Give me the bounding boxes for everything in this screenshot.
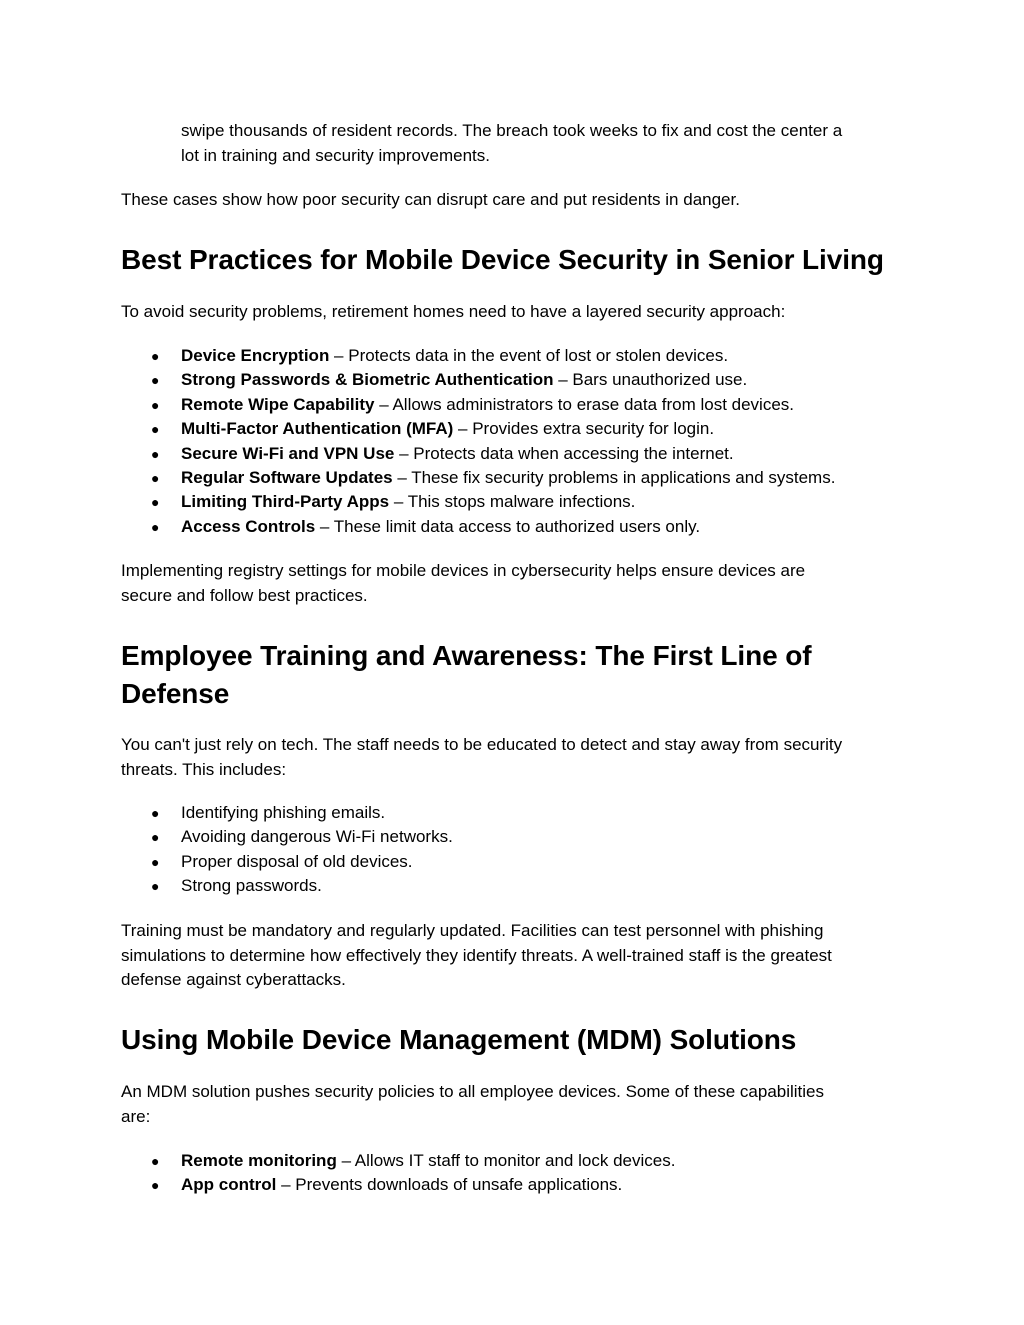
bullet-icon: ● (151, 372, 160, 389)
training-outro (121, 919, 832, 993)
intro-line-2: are: (121, 1106, 151, 1126)
list-item (121, 417, 911, 441)
list-item (121, 801, 911, 825)
heading-line-2: Defense (121, 678, 230, 709)
list-item-desc: – Allows administrators to erase data from lost devices. (374, 394, 795, 414)
bullet-icon: ● (151, 396, 160, 413)
list-item (121, 344, 911, 368)
bullet-icon: ● (151, 445, 160, 462)
intro-line-2: threats. This includes: (121, 759, 287, 779)
list-item-desc: – These fix security problems in applications and systems. (392, 468, 836, 488)
best-practices-outro (121, 559, 805, 608)
best-practices-heading: Best Practices for Mobile Device Security in Senior Living (121, 244, 884, 275)
list-item (121, 1149, 911, 1173)
bullet-icon: ● (151, 1177, 160, 1194)
list-item-text: Strong passwords. (181, 876, 322, 896)
summary-paragraph: These cases show how poor security can disrupt care and put residents in danger. (121, 190, 740, 209)
list-item-desc: – Provides extra security for login. (453, 419, 715, 439)
bullet-icon: ● (151, 421, 160, 438)
bullet-icon: ● (151, 494, 160, 511)
list-item-desc: – This stops malware infections. (389, 492, 636, 512)
list-item (121, 1173, 911, 1197)
list-item-term: Regular Software Updates (181, 468, 393, 488)
mdm-intro (121, 1080, 824, 1129)
list-item (121, 368, 911, 392)
training-intro (121, 733, 842, 782)
bullet-icon: ● (151, 829, 160, 846)
list-item-desc: – Bars unauthorized use. (553, 370, 748, 390)
list-item (121, 466, 911, 490)
list-item-text: Proper disposal of old devices. (181, 851, 413, 871)
outro-line-2: simulations to determine how effectively they identify threats. A well-trained staff is the greatest (121, 945, 832, 965)
bullet-icon: ● (151, 348, 160, 364)
continued-list-text (181, 119, 842, 168)
intro-line-1: An MDM solution pushes security policies to all employee devices. Some of these capabilities (121, 1082, 825, 1101)
list-item-term: Device Encryption (181, 346, 330, 365)
outro-line-1: Implementing registry settings for mobile devices in cybersecurity helps ensure devices are (121, 561, 806, 580)
list-item (121, 874, 911, 898)
list-item-desc: – Prevents downloads of unsafe applications. (276, 1175, 623, 1195)
bullet-icon: ● (151, 1153, 160, 1169)
best-practices-intro: To avoid security problems, retirement homes need to have a layered security approach: (121, 302, 786, 321)
list-item-term: Access Controls (181, 516, 316, 536)
list-item-desc: – Protects data when accessing the internet. (394, 443, 734, 463)
training-heading (121, 637, 812, 713)
list-item-term: Limiting Third-Party Apps (181, 492, 390, 512)
mdm-heading: Using Mobile Device Management (MDM) Solutions (121, 1024, 797, 1055)
list-item-text: Avoiding dangerous Wi-Fi networks. (181, 827, 453, 847)
list-item-term: Remote monitoring (181, 1151, 337, 1170)
outro-line-2: secure and follow best practices. (121, 585, 368, 605)
list-item-term: Strong Passwords & Biometric Authentication (181, 370, 554, 390)
list-item-term: App control (181, 1175, 277, 1195)
mdm-list (121, 1149, 911, 1198)
outro-line-3: defense against cyberattacks. (121, 970, 346, 989)
heading-line-1: Employee Training and Awareness: The First Line of (121, 640, 812, 671)
bullet-icon: ● (151, 470, 160, 487)
bullet-icon: ● (151, 518, 160, 535)
list-item (121, 393, 911, 417)
list-item (121, 490, 911, 514)
outro-line-1: Training must be mandatory and regularly updated. Facilities can test personnel with phishing (121, 921, 824, 940)
bullet-icon: ● (151, 853, 160, 870)
list-item (121, 825, 911, 849)
continued-line-1: swipe thousands of resident records. The breach took weeks to fix and cost the center a (181, 121, 843, 140)
list-item (121, 515, 911, 539)
list-item-desc: – These limit data access to authorized users only. (315, 516, 701, 536)
best-practices-list (121, 344, 911, 539)
list-item-term: Remote Wipe Capability (181, 394, 375, 414)
bullet-icon: ● (151, 805, 160, 821)
list-item-term: Multi-Factor Authentication (MFA) (181, 419, 454, 439)
list-item-desc: – Protects data in the event of lost or stolen devices. (329, 346, 729, 365)
training-list (121, 801, 911, 899)
continued-line-2: lot in training and security improvements. (181, 145, 490, 165)
list-item-text: Identifying phishing emails. (181, 803, 386, 822)
bullet-icon: ● (151, 878, 160, 895)
list-item (121, 442, 911, 466)
intro-line-1: You can't just rely on tech. The staff needs to be educated to detect and stay away from security (121, 735, 843, 754)
list-item-term: Secure Wi-Fi and VPN Use (181, 443, 395, 463)
list-item (121, 850, 911, 874)
list-item-desc: – Allows IT staff to monitor and lock devices. (336, 1151, 676, 1170)
